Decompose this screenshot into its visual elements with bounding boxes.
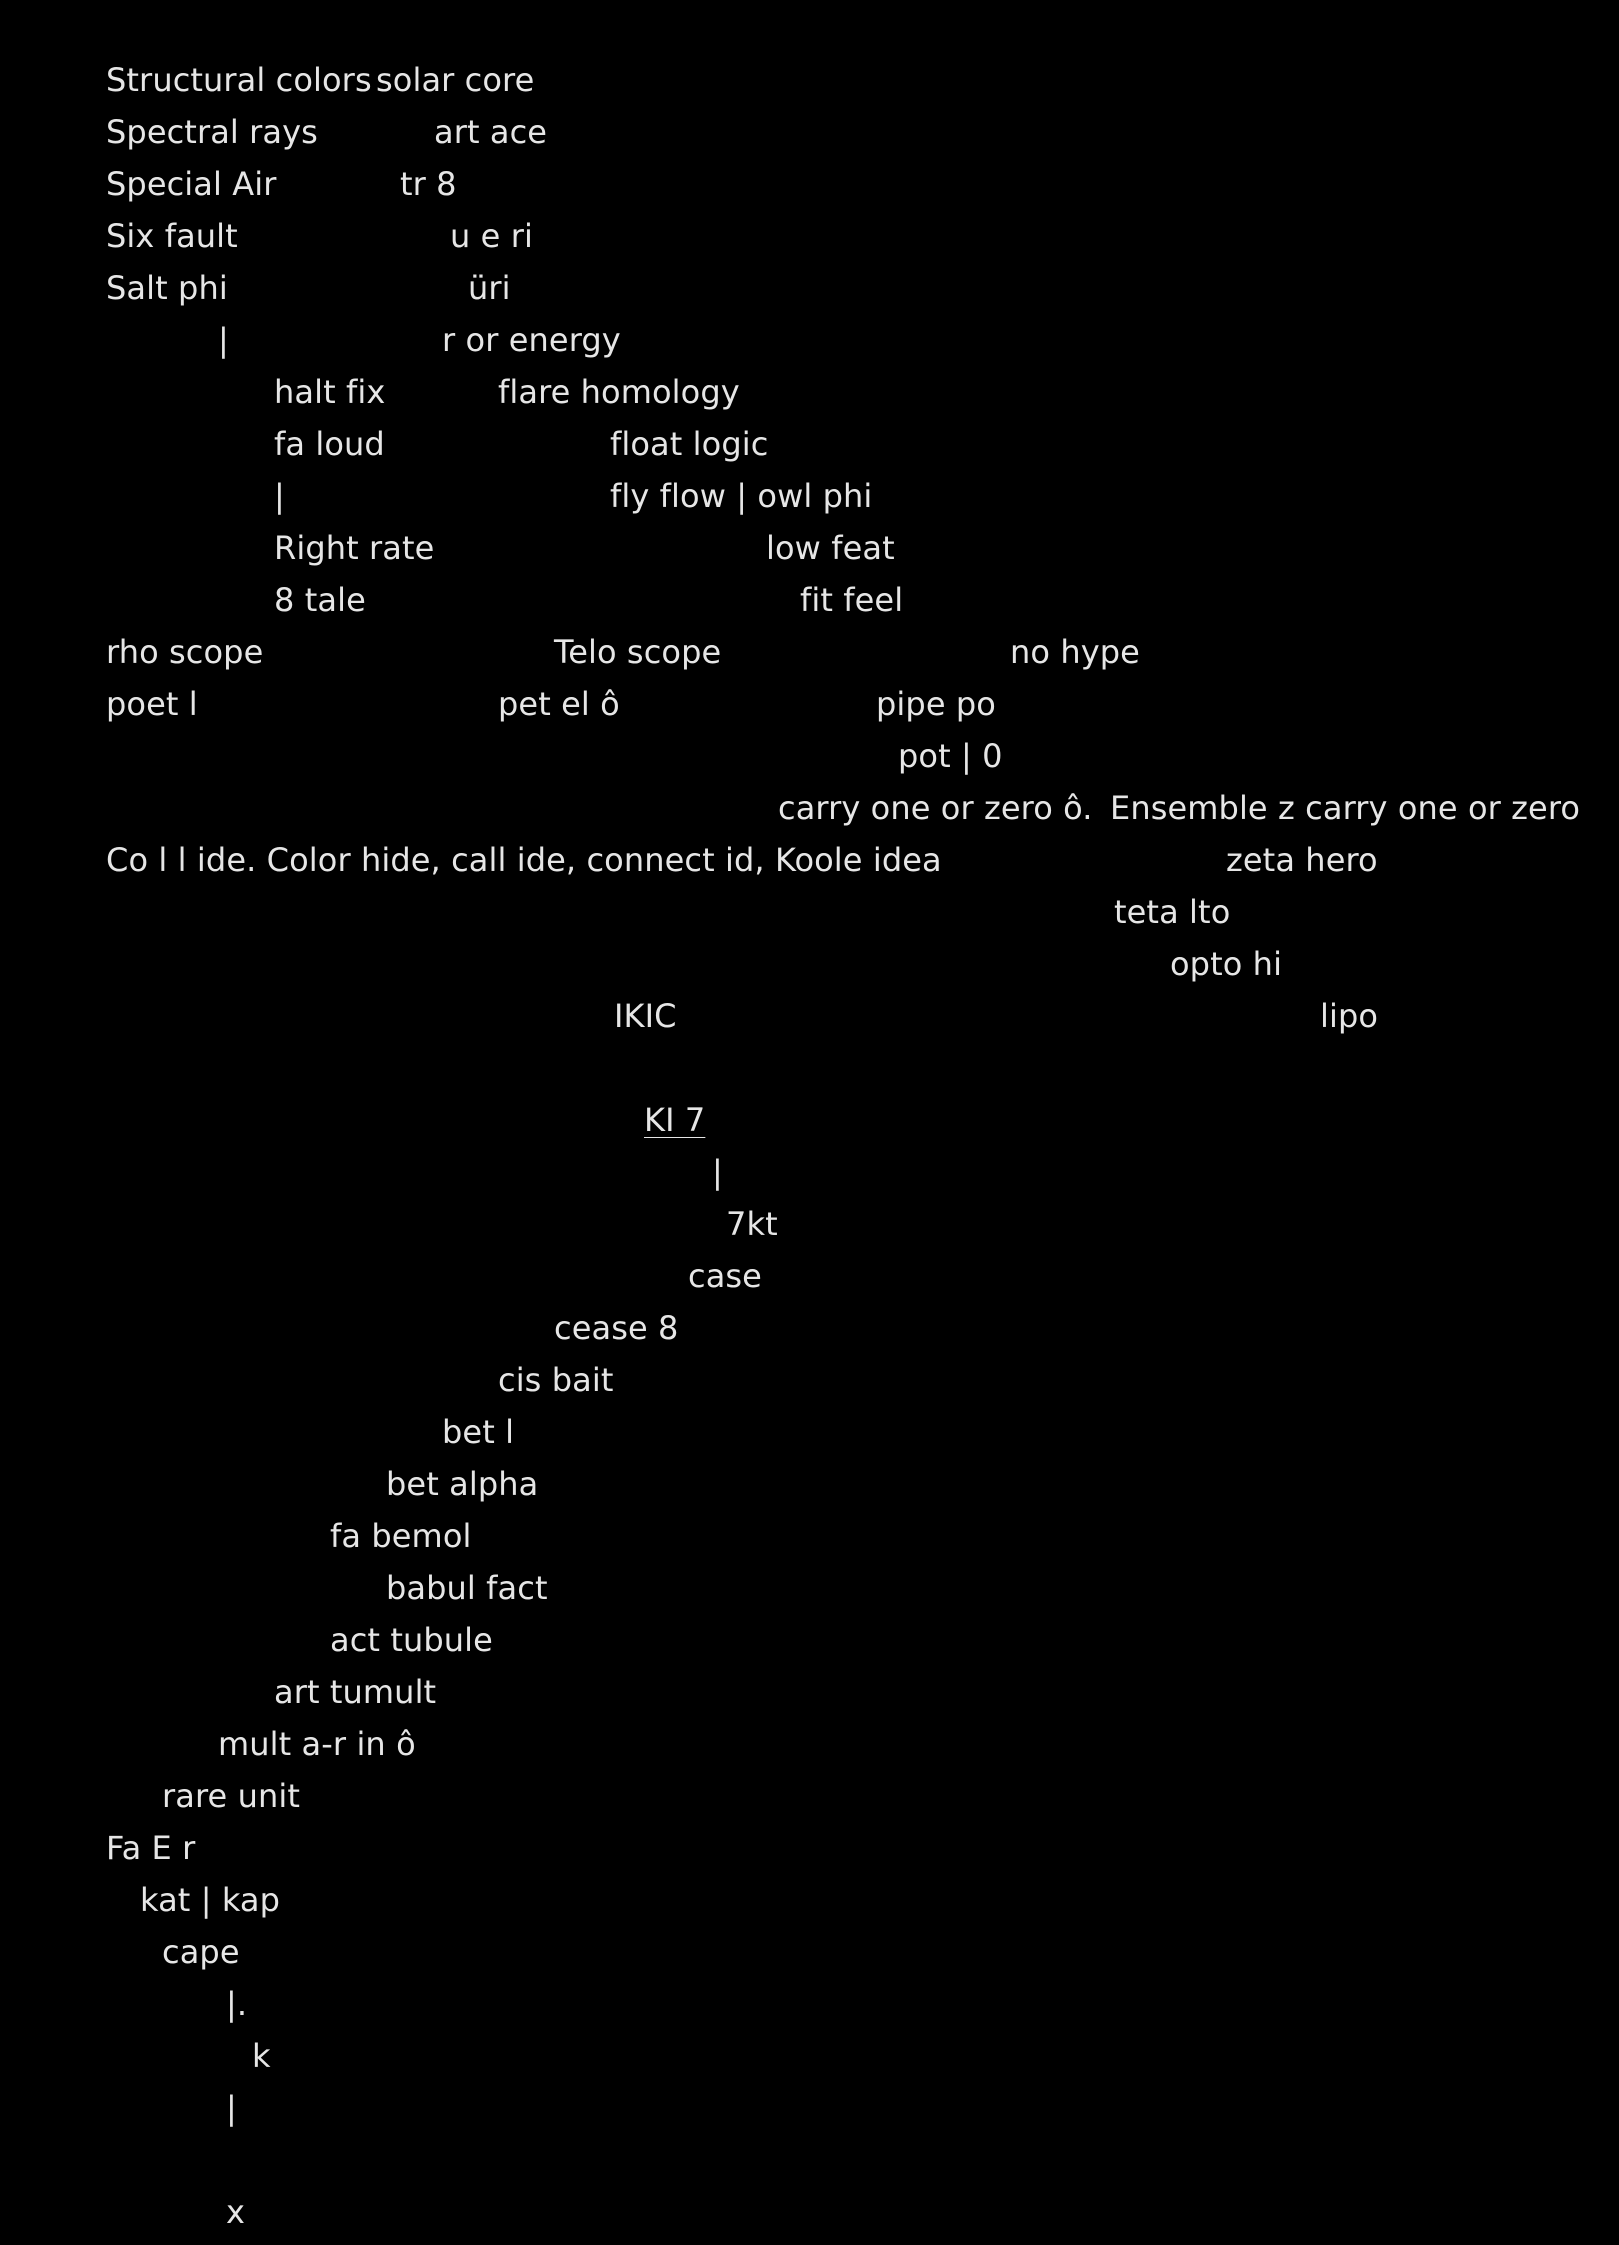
note-line: mult a-r in ô — [218, 1725, 416, 1763]
note-line: tr 8 — [400, 165, 457, 203]
note-line: poet l — [106, 685, 198, 723]
note-line: fa bemol — [330, 1517, 472, 1555]
note-line: Six fault — [106, 217, 238, 255]
note-line: Co l l ide. Color hide, call ide, connect id, Koole idea — [106, 841, 942, 879]
note-line: kat | kap — [140, 1881, 281, 1919]
note-line: Fa E r — [106, 1829, 196, 1867]
note-line: cape — [162, 1933, 240, 1971]
note-line: solar core — [376, 61, 535, 99]
note-line: 8 tale — [274, 581, 366, 619]
note-line: rare unit — [162, 1777, 300, 1815]
note-line: Salt phi — [106, 269, 228, 307]
note-line: üri — [468, 269, 511, 307]
note-line: case — [688, 1257, 762, 1295]
note-line: no hype — [1010, 633, 1140, 671]
note-line: Structural colors — [106, 61, 372, 99]
note-line: teta lto — [1114, 893, 1231, 931]
note-line: pot | 0 — [898, 737, 1003, 775]
note-line: bet l — [442, 1413, 515, 1451]
note-line: art tumult — [274, 1673, 437, 1711]
note-line: pipe po — [876, 685, 996, 723]
note-line: x — [226, 2193, 246, 2231]
note-line: low feat — [766, 529, 895, 567]
note-line: cease 8 — [554, 1309, 679, 1347]
note-line: IKIC — [614, 997, 677, 1035]
note-line: fa loud — [274, 425, 385, 463]
note-line: Spectral rays — [106, 113, 318, 151]
note-line: bet alpha — [386, 1465, 539, 1503]
note-line: zeta hero — [1226, 841, 1378, 879]
note-line: | — [712, 1153, 723, 1191]
note-line: r or energy — [442, 321, 621, 359]
note-line-underlined: KI 7 — [644, 1101, 706, 1139]
note-line: 7kt — [726, 1205, 778, 1243]
note-line: Right rate — [274, 529, 435, 567]
note-line: opto hi — [1170, 945, 1283, 983]
note-line: lipo — [1320, 997, 1379, 1035]
note-line: pet el ô — [498, 685, 620, 723]
note-line: flare homology — [498, 373, 740, 411]
note-line: rho scope — [106, 633, 264, 671]
note-line: | — [226, 2089, 237, 2127]
note-line: cis bait — [498, 1361, 614, 1399]
note-line: Telo scope — [554, 633, 722, 671]
note-line: act tubule — [330, 1621, 493, 1659]
note-line: float logic — [610, 425, 769, 463]
note-line: babul fact — [386, 1569, 548, 1607]
note-line: carry one or zero ô. — [778, 789, 1093, 827]
note-line: fly flow | owl phi — [610, 477, 873, 515]
note-line: art ace — [434, 113, 548, 151]
note-line: Ensemble z carry one or zero — [1110, 789, 1581, 827]
note-line: halt fix — [274, 373, 386, 411]
note-line: k — [252, 2037, 271, 2075]
note-line: | — [274, 477, 285, 515]
note-line: | — [218, 321, 229, 359]
note-line: u e ri — [450, 217, 533, 255]
note-line: fit feel — [800, 581, 904, 619]
note-line: |. — [226, 1985, 248, 2023]
note-line: Special Air — [106, 165, 277, 203]
